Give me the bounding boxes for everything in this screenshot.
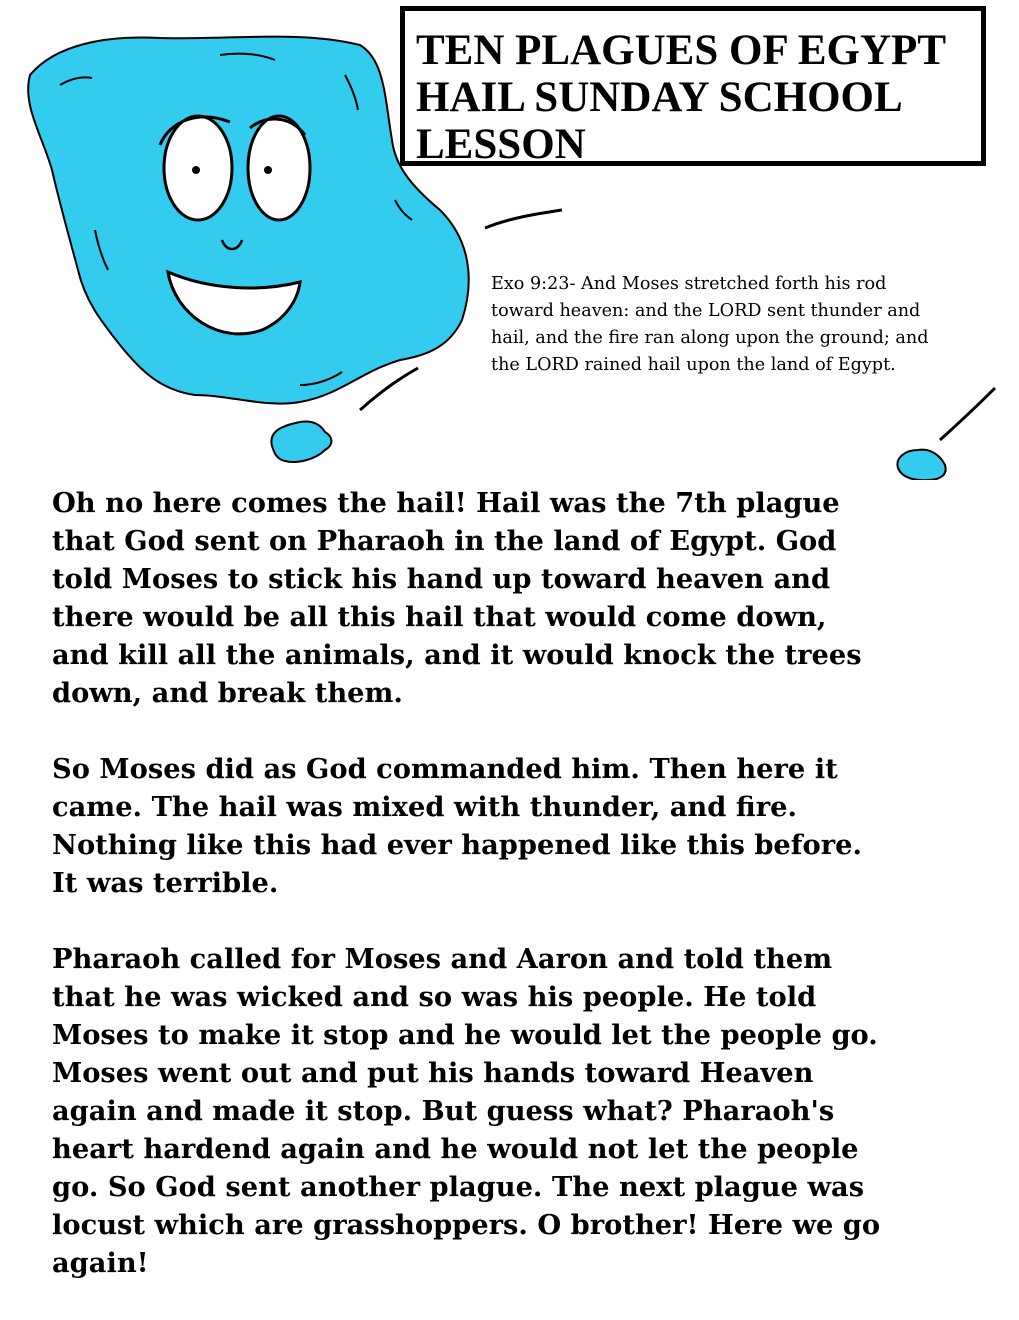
story-line: go. So God sent another plague. The next plague was	[52, 1171, 865, 1203]
story-line: Nothing like this had ever happened like this before.	[52, 829, 862, 861]
story-line: again and made it stop. But guess what? Pharaoh's	[52, 1095, 835, 1127]
verse-line: the LORD rained hail upon the land of Egypt.	[491, 355, 896, 375]
story-paragraph	[52, 484, 1012, 712]
small-hail-piece	[271, 421, 331, 461]
motion-line	[360, 368, 418, 410]
left-pupil	[192, 166, 200, 174]
title-line: TEN PLAGUES OF EGYPT	[416, 27, 947, 74]
story-line: down, and break them.	[52, 677, 403, 709]
right-pupil	[264, 166, 272, 174]
story-line: and kill all the animals, and it would knock the trees	[52, 639, 862, 671]
title-line: HAIL SUNDAY SCHOOL	[416, 74, 903, 121]
story-text	[52, 484, 1012, 1320]
motion-line	[485, 210, 562, 228]
story-line: told Moses to stick his hand up toward heaven and	[52, 563, 831, 595]
story-line: there would be all this hail that would come down,	[52, 601, 827, 633]
story-line: Pharaoh called for Moses and Aaron and told them	[52, 943, 833, 975]
story-line: that he was wicked and so was his people. He told	[52, 981, 817, 1013]
story-line: Oh no here comes the hail! Hail was the 7th plague	[52, 487, 840, 519]
verse-line: Exo 9:23- And Moses stretched forth his rod	[491, 274, 887, 294]
story-line: Moses went out and put his hands toward Heaven	[52, 1057, 814, 1089]
story-paragraph	[52, 940, 1012, 1282]
motion-line	[940, 388, 995, 440]
story-line: that God sent on Pharaoh in the land of Egypt. God	[52, 525, 837, 557]
title-line: LESSON	[416, 121, 586, 168]
title-box	[400, 6, 986, 166]
story-paragraph	[52, 750, 1012, 902]
small-hail-piece	[897, 450, 945, 480]
story-line: again!	[52, 1247, 149, 1279]
story-line: heart hardend again and he would not let the people	[52, 1133, 859, 1165]
story-line: came. The hail was mixed with thunder, and fire.	[52, 791, 797, 823]
verse-line: hail, and the fire ran along upon the ground; and	[491, 328, 929, 348]
story-line: So Moses did as God commanded him. Then here it	[52, 753, 838, 785]
story-line: locust which are grasshoppers. O brother! Here we go	[52, 1209, 881, 1241]
scripture-verse	[491, 271, 1011, 379]
story-line: Moses to make it stop and he would let the people go.	[52, 1019, 878, 1051]
verse-line: toward heaven: and the LORD sent thunder and	[491, 301, 921, 321]
story-line: It was terrible.	[52, 867, 279, 899]
